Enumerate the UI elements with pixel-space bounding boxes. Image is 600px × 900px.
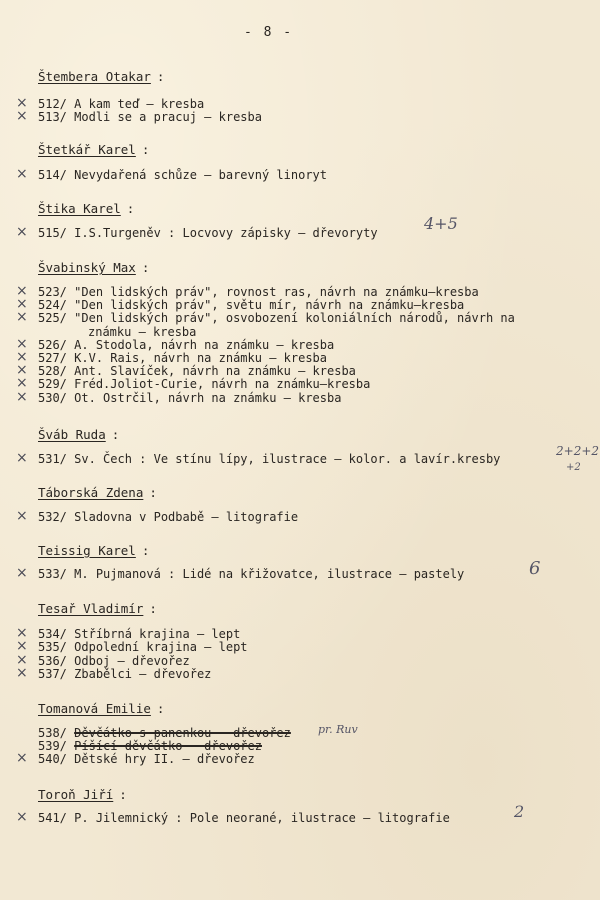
- check-mark-icon: ×: [16, 389, 28, 405]
- check-mark-icon: ×: [16, 349, 28, 365]
- list-item: × 514/ Nevydařená schůze – barevný linoryt: [16, 166, 328, 182]
- handwritten-note: 4+5: [424, 214, 458, 233]
- check-mark-icon: ×: [16, 375, 28, 391]
- handwritten-note: 2+2+2: [556, 444, 600, 458]
- check-mark-icon: ×: [16, 665, 28, 681]
- check-mark-icon: ×: [16, 565, 28, 581]
- check-mark-icon: ×: [16, 809, 28, 825]
- check-mark-icon: ×: [16, 336, 28, 352]
- check-mark-icon: ×: [16, 450, 28, 466]
- section-heading: Švabinský Max :: [38, 260, 150, 275]
- list-item: × 529/ Fréd.Joliot-Curie, návrh na známku–kresba: [16, 375, 371, 391]
- check-mark-icon: ×: [16, 309, 28, 325]
- list-item: × 523/ "Den lidských práv", rovnost ras, návrh na známku–kresba: [16, 283, 479, 299]
- handwritten-note: 6: [529, 558, 541, 579]
- list-item: × 528/ Ant. Slavíček, návrh na známku – kresba: [16, 362, 356, 378]
- check-mark-icon: ×: [16, 508, 28, 524]
- list-item-struck: 539/ Píšící děvčátko – dřevořez: [38, 739, 262, 753]
- list-item-continuation: známku – kresba: [88, 325, 197, 339]
- list-item: × 532/ Sladovna v Podbabě – litografie: [16, 508, 299, 524]
- section-heading: Teissig Karel :: [38, 543, 150, 558]
- list-item: × 524/ "Den lidských práv", světu mír, návrh na známku–kresba: [16, 296, 465, 312]
- check-mark-icon: ×: [16, 362, 28, 378]
- check-mark-icon: ×: [16, 296, 28, 312]
- check-mark-icon: ×: [16, 166, 28, 182]
- check-mark-icon: ×: [16, 283, 28, 299]
- list-item: × 534/ Stříbrná krajina – lept: [16, 625, 241, 641]
- section-heading: Tesař Vladimír :: [38, 601, 157, 616]
- list-item: × 541/ P. Jilemnický : Pole neorané, ilustrace – litografie: [16, 809, 450, 825]
- section-heading: Štembera Otakar :: [38, 69, 165, 84]
- section-heading: Toroň Jiří :: [38, 787, 127, 802]
- handwritten-note: 2: [514, 802, 525, 821]
- check-mark-icon: ×: [16, 638, 28, 654]
- section-heading: Šváb Ruda :: [38, 427, 120, 442]
- check-mark-icon: ×: [16, 95, 28, 111]
- list-item: × 535/ Odpolední krajina – lept: [16, 638, 248, 654]
- list-item: × 540/ Dětské hry II. – dřevořez: [16, 750, 255, 766]
- check-mark-icon: ×: [16, 108, 28, 124]
- list-item-struck: 538/ Děvčátko s panenkou – dřevořez: [38, 726, 291, 740]
- page-number: - 8 -: [244, 25, 294, 40]
- handwritten-note: +2: [566, 462, 581, 473]
- section-heading: Tomanová Emilie :: [38, 701, 165, 716]
- list-item: × 515/ I.S.Turgeněv : Locvovy zápisky – dřevoryty: [16, 224, 378, 240]
- check-mark-icon: ×: [16, 750, 28, 766]
- section-heading: Štika Karel :: [38, 201, 135, 216]
- list-item: × 537/ Zbabělci – dřevořez: [16, 665, 212, 681]
- section-heading: Štetkář Karel :: [38, 142, 150, 157]
- list-item: × 530/ Ot. Ostrčil, návrh na známku – kresba: [16, 389, 342, 405]
- list-item: × 513/ Modli se a pracuj – kresba: [16, 108, 262, 124]
- list-item: × 526/ A. Stodola, návrh na známku – kresba: [16, 336, 335, 352]
- check-mark-icon: ×: [16, 652, 28, 668]
- list-item: × 527/ K.V. Rais, návrh na známku – kresba: [16, 349, 328, 365]
- list-item: × 533/ M. Pujmanová : Lidé na křižovatce, ilustrace – pastely: [16, 565, 465, 581]
- list-item: × 531/ Sv. Čech : Ve stínu lípy, ilustrace – kolor. a lavír.kresby: [16, 450, 501, 466]
- list-item: × 512/ A kam teď – kresba: [16, 95, 205, 111]
- list-item: × 525/ "Den lidských práv", osvobození koloniálních národů, návrh na: [16, 309, 515, 325]
- section-heading: Táborská Zdena :: [38, 485, 157, 500]
- list-item: × 536/ Odboj – dřevořez: [16, 652, 190, 668]
- check-mark-icon: ×: [16, 625, 28, 641]
- handwritten-note: pr. Ruv: [318, 723, 358, 736]
- check-mark-icon: ×: [16, 224, 28, 240]
